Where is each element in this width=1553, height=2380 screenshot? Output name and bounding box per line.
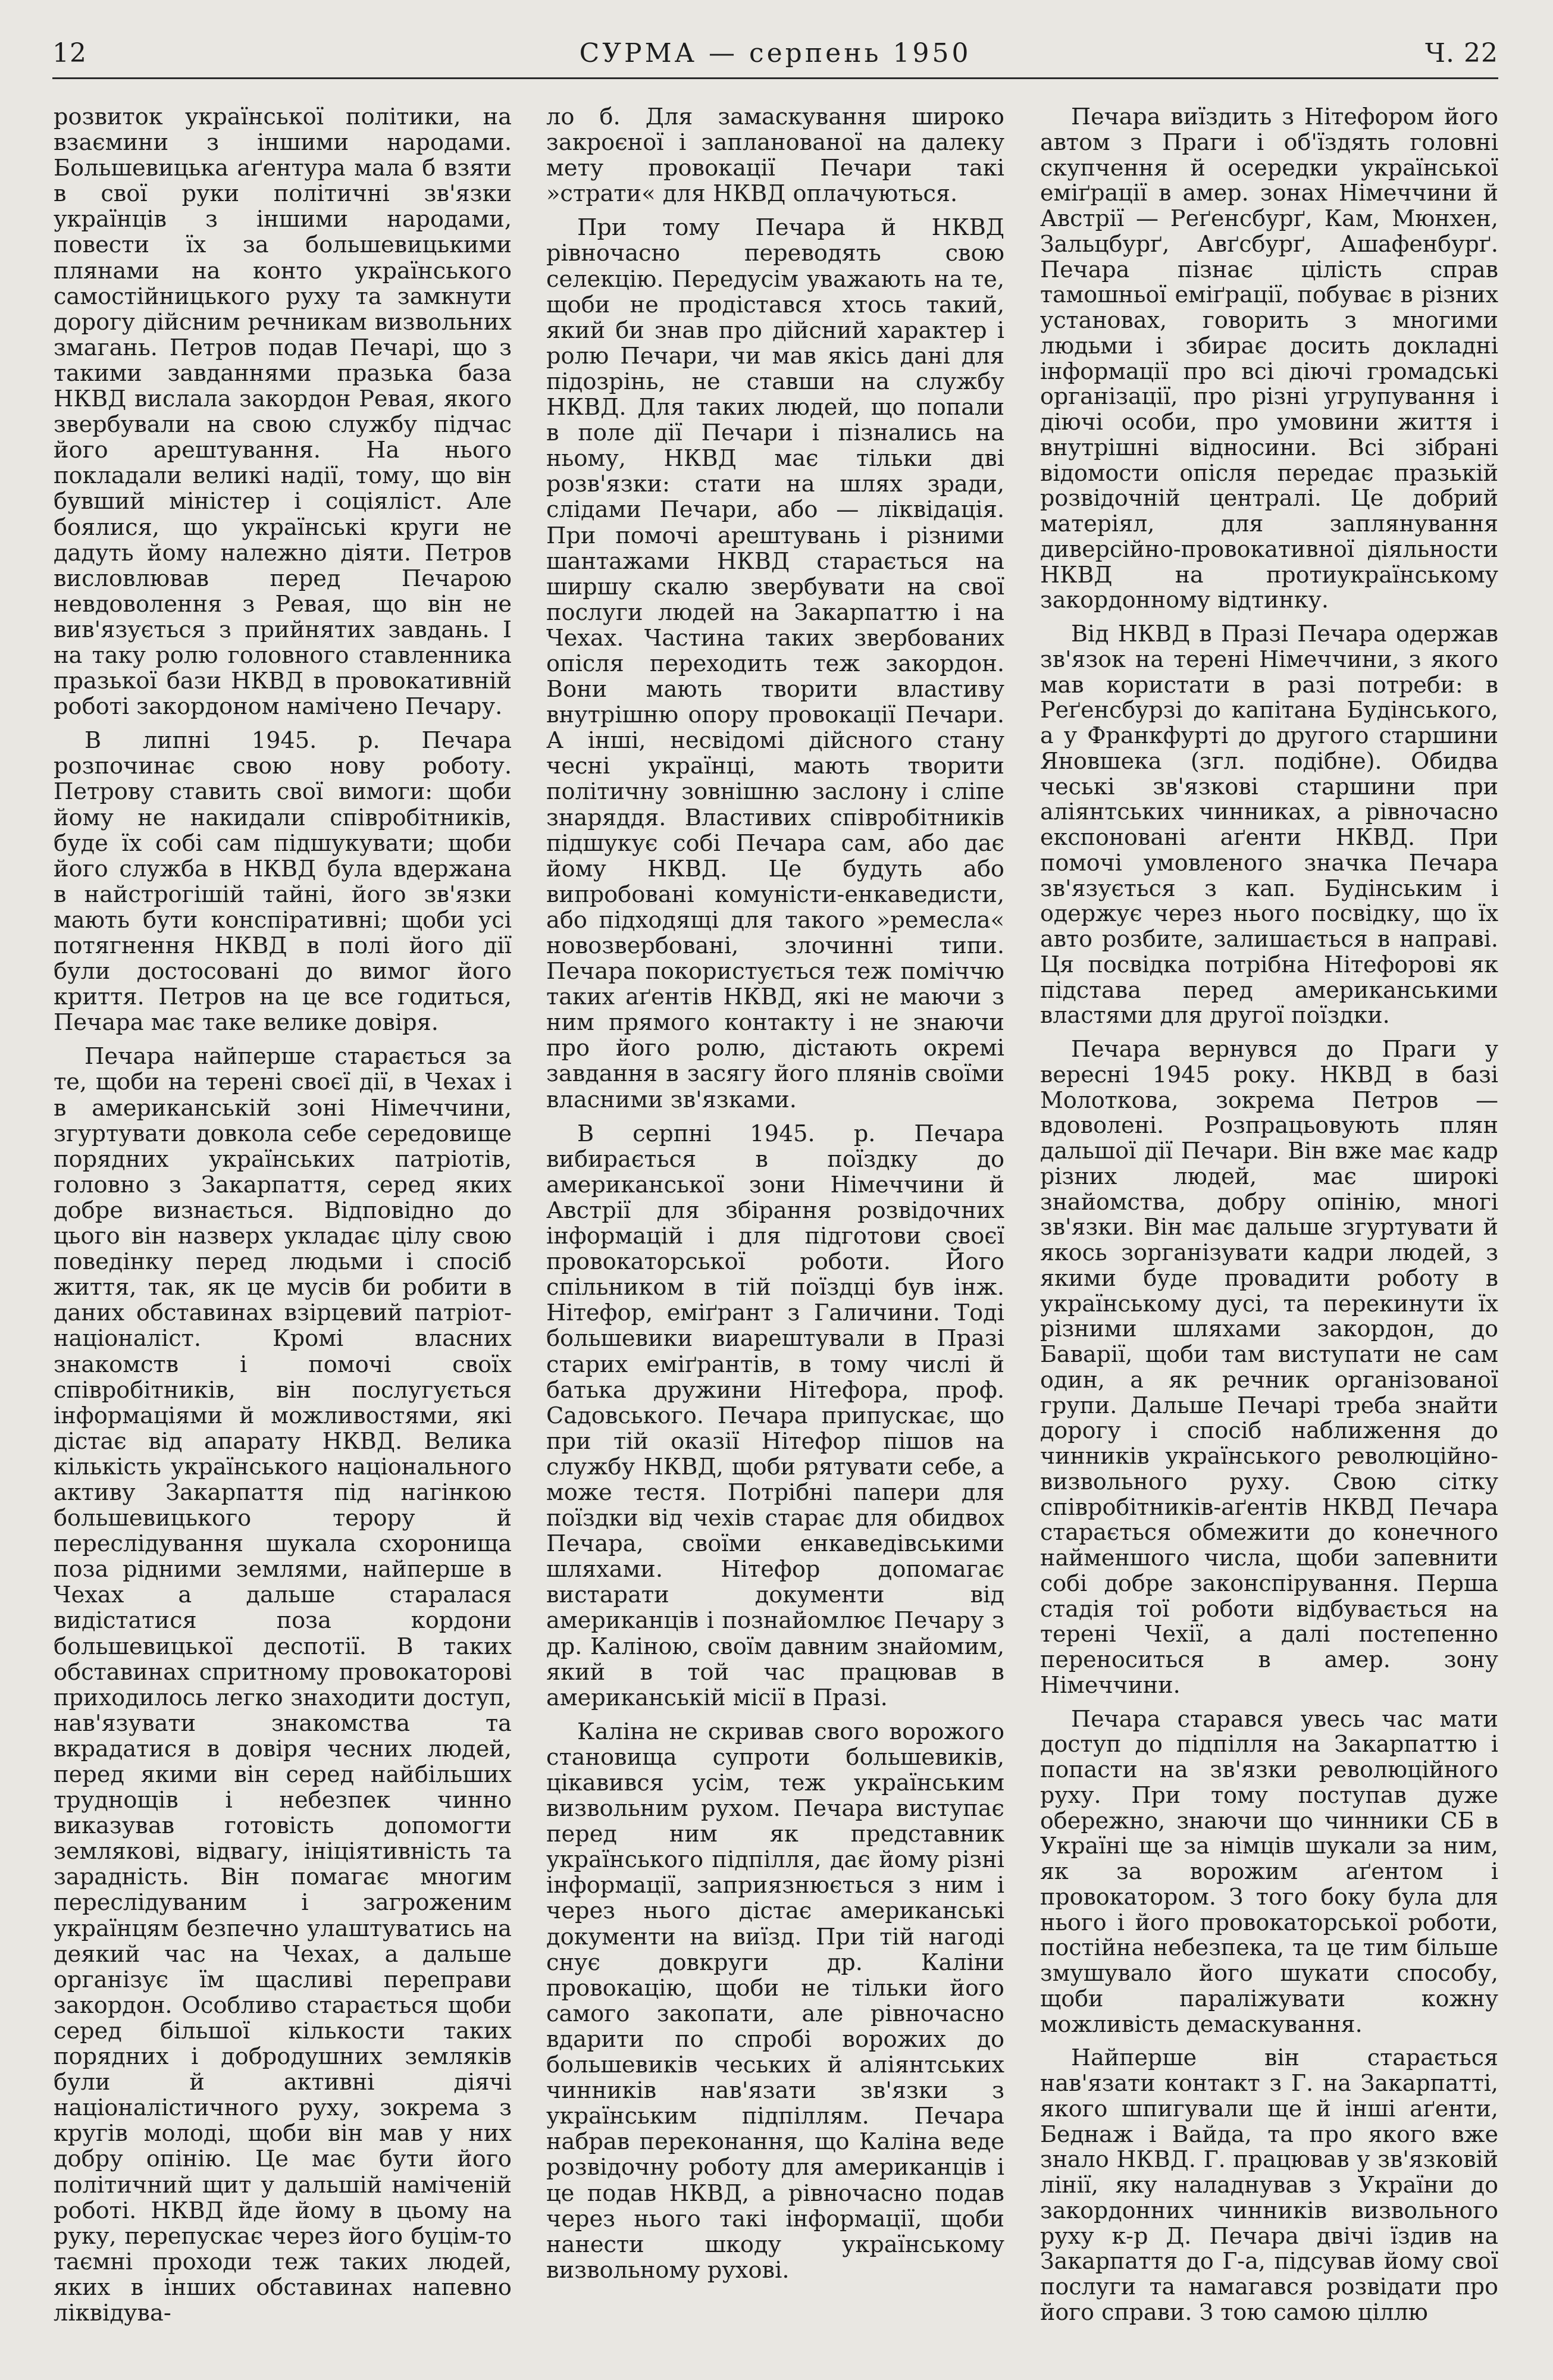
running-title: СУРМА — серпень 1950 bbox=[579, 38, 972, 68]
column-3 bbox=[1040, 104, 1498, 2353]
page-header bbox=[52, 30, 1498, 77]
paragraph: ло б. Для замаскування широко закроєної і запланованої на далеку мету провокації Печари такі »страти« для НКВД оплачуються. bbox=[546, 104, 1004, 208]
column-2 bbox=[546, 104, 1004, 2353]
paragraph: Найперше він старається нав'язати контакт з Г. на Закарпатті, якого шпигували ще й інші аґенти, Беднаж і Вайда, та про якого вже знало НКВД. Г. працював у зв'язковій лінії, яку наладнував з України до закордонних чинників визвольного руху к-р Д. Печара двічі їздив на Закарпаття до Г-а, підсував йому свої послуги та намагався розвідати про його справи. З тою самою ціллю bbox=[1040, 2044, 1498, 2325]
paragraph: В липні 1945. р. Печара розпочинає свою нову роботу. Петрову ставить свої вимоги: щоби йому не накидали співробітників, буде їх собі сам підшукувати; щоби його служба в НКВД була вдержана в найстрогішій тайні, його зв'язки мають бути конспіративні; щоби усі потягнення НКВД в полі його дії були достосовані до вимог його криття. Петров на це все годиться, Печара має таке велике довіря. bbox=[54, 727, 512, 1036]
paragraph: Печара старався увесь час мати доступ до підпілля на Закарпаттю і попасти на зв'язки революційного руху. При тому поступав дуже обережно, знаючи що чинники СБ в Україні ще за німців шукали за ним, як за ворожим аґентом і провокатором. З того боку була для нього і його провокаторської роботи, постійна небезпека, та це тим більше змушувало його шукати способу, щоби паралiжувати кожну можливість демаскування. bbox=[1040, 1705, 1498, 2037]
paragraph: В серпні 1945. р. Печара вибирається в поїздку до американської зони Німеччини й Австрії для збірання розвідочних інформацій і для підготови своєї провокаторської роботи. Його спільником в тій поїздці був інж. Нітефор, еміґрант з Галичини. Тоді большевики виарештували в Празі старих еміґрантів, в тому числі й батька дружини Нітефора, проф. Садовського. Печара припускає, що при тій оказії Нітефор пішов на службу НКВД, щоби рятувати себе, а може тестя. Потрібні папери для поїздки від чехів старає для обидвох Печара, своїми енкаведівськими шляхами. Нітефор допомагає вистарати документи від американців і познайомлює Печару з др. Каліною, своїм давним знайомим, який в той час працював в американській місії в Празі. bbox=[546, 1120, 1004, 1711]
page-number: 12 bbox=[52, 38, 87, 68]
paragraph: Від НКВД в Празі Печара одержав зв'язок на терені Німеччини, з якого мав користати в разі потреби: в Реґенсбурзі до капітана Будінського, а у Франкфурті до другого старшини Яновшека (згл. подібне). Обидва чеські зв'язкові старшини при аліянтських чинниках, а рівночасно експоновані аґенти НКВД. При помочі умовленого значка Печара зв'язується з кап. Будінським і одержує через нього посвідку, що їх авто розбите, залишається в направі. Ця посвідка потрібна Нітефорові як підстава перед американськими властями для другої поїздки. bbox=[1040, 621, 1498, 1029]
column-1 bbox=[54, 104, 512, 2353]
paragraph: Печара вернувся до Праги у вересні 1945 року. НКВД в базі Молоткова, зокрема Петров — вдоволені. Розпрацьовують плян дальшої дії Печари. Він вже має кадр різних людей, має широкі знайомства, добру опінію, многі зв'язки. Він має дальше згуртувати й якось зорганізувати кадри людей, з якими буде провадити роботу в українському дусі, та перекинути їх різними шляхами закордон, до Баварії, щоби там виступати не сам один, а як речник організованої групи. Дальше Печарі треба знайти дорогу і спосіб наближення до чинників українського революційно-визвольного руху. Свою сітку співробітників-аґентів НКВД Печара старається обмежити до конечного найменшого числа, щоби запевнити собі добре законспірування. Перша стадія тої роботи відбувається на терені Чехії, а далі постепенно переноситься в амер. зону Німеччини. bbox=[1040, 1036, 1498, 1698]
paragraph: Печара виїздить з Нітефором його автом з Праги і об'їздять головні скупчення й осередки української еміґрації в амер. зонах Німеччини й Австрії — Реґенсбурґ, Кам, Мюнхен, Зальцбурґ, Авґсбурґ, Ашафенбурґ. Печара пізнає цілість справ тамошньої еміґрації, побуває в різних установах, говорить з многими людьми і збирає досить докладні інформації про всі діючі громадські організації, про різні угрупування і діючі особи, про умовини життя і внутрішні відносини. Всі зібрані відомости опісля передає празькій розвідочній централі. Це добрий матеріял, для заплянування диверсійно-провокативної діяльности НКВД на протиукраїнському закордонному відтинку. bbox=[1040, 104, 1498, 613]
paragraph: При тому Печара й НКВД рівночасно переводять свою селекцію. Передусім уважають на те, щоби не продістався хтось такий, який би знав про дійсний характер і ролю Печари, чи мав якісь дані для підозрінь, не ставши на службу НКВД. Для таких людей, що попали в поле дії Печари і пізнались на ньому, НКВД має тільки дві розв'язки: стати на шлях зради, слідами Печари, або — ліквідація. При помочі арештувань і різними шантажами НКВД старається на ширшу скалю звербувати на свої послуги людей на Закарпаттю і на Чехах. Частина таких звербованих опісля переходить теж закордон. Вони мають творити властиву внутрішню опору провокації Печари. А інші, несвідомі дійсного стану чесні українці, мають творити політичну зовнішню заслону і сліпе знаряддя. Властивих співробітників підшукує собі Печара сам, або дає йому НКВД. Це будуть або випробовані комуністи-енкаведисти, або підходящі для такого »ремесла« новозвербовані, злочинні типи. Печара покористується теж поміччю таких аґентів НКВД, які не маючи з ним прямого контакту і не знаючи про його ролю, дістають окремі завдання в засягу його плянів своїми власними зв'язками. bbox=[546, 214, 1004, 1113]
paragraph: Печара найперше старається за те, щоби на терені своєї дії, в Чехах і в американській зоні Німеччини, згуртувати довкола себе середовище порядних українських патріотів, головно з Закарпаття, серед яких добре визнається. Відповідно до цього він назверх укладає цілу свою поведінку перед людьми і спосіб життя, так, як це мусів би робити в даних обставинах взірцевий патріот-націоналіст. Кромі власних знакомств і помочі своїх співробітників, він послугується інформаціями й можливостями, які дістає від апарату НКВД. Велика кількість українського національного активу Закарпаття під нагінкою большевицького терору й переслідування шукала схоронища поза рідними землями, найперше в Чехах а дальше старалася видістатися поза кордони большевицької деспотії. В таких обставинах спритному провокаторові приходилось легко знаходити доступ, нав'язувати знакомства та вкрадатися в довіря чесних людей, перед якими він серед найбільших труднощів і небезпек чинно виказував готовість допомогти землякові, відвагу, ініціятивність та зарадність. Він помагає многим переслідуваним і загроженим українцям безпечно улаштуватись на деякий час на Чехах, а дальше організує їм щасливі переправи закордон. Особливо старається щоби серед більшої кількости таких порядних і добродушних земляків були й активні діячі націоналістичного руху, зокрема з кругів молоді, щоби він мав у них добру опінію. Це має бути його політичний щит у дальшій наміченій роботі. НКВД йде йому в цьому на руку, перепускає через його буцім-то таємні проходи теж таких людей, яких в інших обставинах напевно ліквідува- bbox=[54, 1043, 512, 2326]
issue-part: Ч. 22 bbox=[1425, 38, 1498, 68]
paragraph: Каліна не скривав свого ворожого становища супроти большевиків, цікавився усім, теж українським визвольним рухом. Печара виступає перед ним як представник українського підпілля, дає йому різні інформації, заприязнюється з ним і через нього дістає американські документи на виїзд. При тій нагоді снує довкруги др. Каліни провокацію, щоби не тільки його самого закопати, але рівночасно вдарити по спробі ворожих до большевиків чеських й аліянтських чинників нав'язати зв'язки з українським підпіллям. Печара набрав переконання, що Каліна веде розвідочну роботу для американців і це подав НКВД, а рівночасно подав через нього такі інформації, щоби нанести шкоду українському визвольному рухові. bbox=[546, 1718, 1004, 2284]
header-rule bbox=[52, 77, 1498, 79]
paragraph: розвиток української політики, на взаємини з іншими народами. Большевицька аґентура мала б взяти в свої руки політичні зв'язки українців з іншими народами, повести їх за большевицькими плянами на конто українського самостійницького руху та замкнути дорогу дійсним речникам визвольних змагань. Петров подав Печарі, що з такими завданнями празька база НКВД вислала закордон Ревая, якого звербували на свою службу підчас його арештування. На нього покладали великі надії, тому, що він бувший міністер і соціяліст. Але боялися, що українські круги не дадуть йому належно діяти. Петров висловлював перед Печарою невдоволення з Ревая, що він не вив'язується з прийнятих завдань. І на таку ролю головного ставленника празької бази НКВД в провокативній роботі закордоном намічено Печару. bbox=[54, 104, 512, 721]
